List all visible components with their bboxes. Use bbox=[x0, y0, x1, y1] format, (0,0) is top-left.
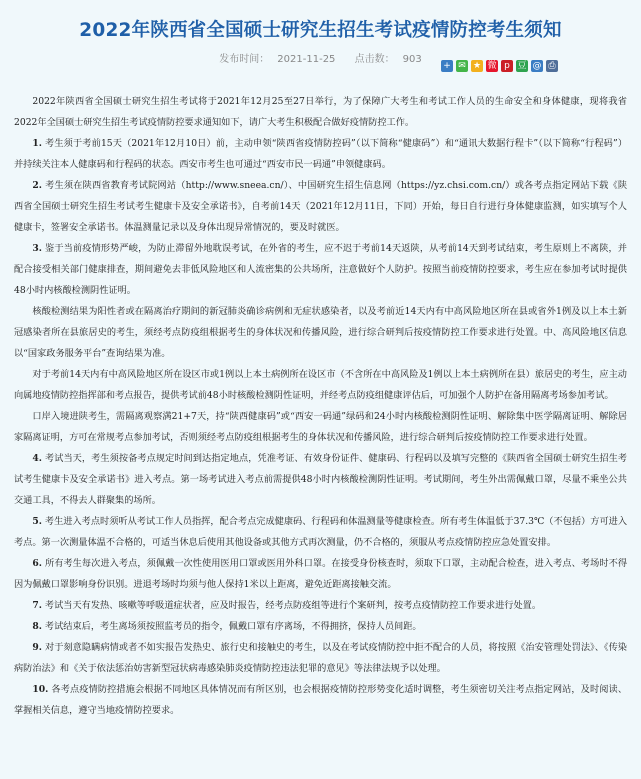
item-number: 3. bbox=[32, 243, 42, 254]
item-number: 9. bbox=[32, 642, 42, 653]
item-number: 8. bbox=[32, 621, 42, 632]
click-count: 903 bbox=[402, 54, 422, 65]
click-count-row bbox=[351, 54, 426, 65]
article-paragraph bbox=[14, 91, 627, 133]
article-paragraph bbox=[14, 637, 627, 679]
article-paragraph bbox=[14, 133, 627, 175]
paragraph-text: 口岸入境进陕考生，需隔离观察满21+7天，持“陕西健康码”或“西安一码通”绿码和24小时内核酸检测阴性证明、解除集中医学隔离证明、解除居家隔离证明，方可在常规考点参加考试，否则须经考点防疫组根据考生的身体状况和传播风险，进行综合研判后按疫情防控工作要求进行处置。 bbox=[14, 411, 627, 443]
article-paragraph bbox=[14, 448, 627, 511]
wechat-icon[interactable]: ✉ bbox=[456, 60, 468, 72]
paragraph-text: 所有考生每次进入考点，须佩戴一次性使用医用口罩或医用外科口罩。在接受身份核查时，须取下口罩，主动配合检查，进入考点、考场时不得因为佩戴口罩影响身份识别。进退考场时均须与他人保持1米以上距离，避免近距离接触交流。 bbox=[14, 558, 628, 590]
print-icon[interactable]: ⎙ bbox=[546, 60, 558, 72]
paragraph-text: 对于考前14天内有中高风险地区所在设区市或1例以上本土病例所在设区市（不含所在中高风险及1例以上本土病例所在县）旅居史的考生，应主动向属地疫情防控指挥部和考点报告，提供考试前48小时核酸检测阴性证明，并经考点防疫组健康评估后，可加强个人防护在备用隔离考场参加考试。 bbox=[14, 369, 627, 401]
article-title: 2022年陕西省全国硕士研究生招生考试疫情防控考生须知 bbox=[79, 20, 562, 41]
publish-date: 2021-11-25 bbox=[277, 54, 336, 65]
item-number: 10. bbox=[32, 684, 49, 695]
paragraph-text: 考试当天有发热、咳嗽等呼吸道症状者，应及时报告，经考点防疫组等进行个案研判，按考点疫情防控工作要求进行处置。 bbox=[44, 600, 542, 611]
share-toolbar bbox=[441, 60, 558, 72]
article-paragraph bbox=[14, 301, 627, 364]
article-paragraph bbox=[14, 616, 627, 637]
article-paragraph bbox=[14, 511, 627, 553]
email-icon[interactable]: @ bbox=[532, 61, 542, 71]
paragraph-text: 考生须于考前15天（2021年12月10日）前，主动申领“陕西省疫情防控码”（以下简称“健康码”）和“通讯大数据行程卡”（以下简称“行程码”）并持续关注本人健康码和行程码的状态。西安市考生也可通过“西安市民一码通”申领健康码。 bbox=[14, 138, 628, 170]
article-paragraph bbox=[14, 238, 627, 301]
paragraph-text: 考试结束后，考生离场须按照监考员的指令，佩戴口罩有序离场，不得拥挤，保持人员间距。 bbox=[44, 621, 422, 632]
paragraph-text: 2022年陕西省全国硕士研究生招生考试将于2021年12月25至27日举行，为了保障广大考生和考试工作人员的生命安全和身体健康，现将我省2022年全国硕士研究生招生考试疫情防控要求通知如下，请广大考生积极配合做好疫情防控工作。 bbox=[14, 96, 627, 128]
article-paragraph bbox=[14, 595, 627, 616]
item-number: 1. bbox=[32, 138, 42, 149]
paragraph-text: 鉴于当前疫情形势严峻，为防止滞留外地耽误考试，在外省的考生，应不迟于考前14天返陕，从考前14天到考试结束，考生原则上不离陕，并配合接受相关部门健康排查，期间避免去非低风险地区和人流密集的公共场所，注意做好个人防护。按照当前疫情防控要求，考生应在参加考试时提供48小时内核酸检测阴性证明。 bbox=[14, 243, 627, 296]
article-paragraph bbox=[14, 679, 627, 721]
article-paragraph bbox=[14, 175, 627, 238]
paragraph-text: 考试当天，考生须按备考点规定时间到达指定地点，凭准考证、有效身份证件、健康码、行程码以及填写完整的《陕西省全国硕士研究生招生考试考生健康卡及安全承诺书》进入考点。第一场考试进入考点前需提供48小时内核酸检测阴性证明。考试期间，考生外出需佩戴口罩，尽量不乘坐公共交通工具，不得去人群聚集的场所。 bbox=[14, 453, 628, 506]
paragraph-text: 考生须在陕西省教育考试院网站（http://www.sneea.cn/）、中国研究生招生信息网（https://yz.chsi.com.cn/）或各考点指定网站下载《陕西省全国硕士研究生招生考试考生健康卡及安全承诺书》，自考前14天（2021年12月11日，下同）开始，每日自行进行身体健康监测，如实填写个人健康卡，签署安全承诺书。体温测量记录以及身体出现异常情况的，要及时就医。 bbox=[14, 180, 628, 233]
item-number: 2. bbox=[32, 180, 42, 191]
weibo-icon[interactable]: 微 bbox=[487, 61, 497, 71]
article-paragraph bbox=[14, 406, 627, 448]
item-number: 6. bbox=[32, 558, 42, 569]
article-paragraph bbox=[14, 553, 627, 595]
qzone-icon[interactable]: ★ bbox=[472, 61, 482, 71]
pinterest-icon[interactable]: p bbox=[501, 60, 513, 72]
item-number: 4. bbox=[32, 453, 42, 464]
paragraph-text: 核酸检测结果为阳性者或在隔离治疗期间的新冠肺炎确诊病例和无症状感染者，以及考前近14天内有中高风险地区所在县或省外1例及以上本土新冠感染者所在县旅居史的考生，须经考点防疫组根据考生的身体状况和传播风险，进行综合研判后按疫情防控工作要求进行处置。中、高风险地区信息以“国家政务服务平台”查询结果为准。 bbox=[14, 306, 627, 359]
item-number: 5. bbox=[32, 516, 42, 527]
publish-label: 发布时间： bbox=[219, 54, 270, 65]
item-number: 7. bbox=[32, 600, 42, 611]
paragraph-text: 各考点疫情防控措施会根据不同地区具体情况而有所区别，也会根据疫情防控形势变化适时调整，考生须密切关注考点指定网站，及时阅读、掌握相关信息，遵守当地疫情防控要求。 bbox=[14, 684, 628, 716]
publish-date-row bbox=[215, 54, 342, 65]
douban-icon[interactable]: 豆 bbox=[517, 61, 527, 71]
paragraph-text: 考生进入考点时须听从考试工作人员指挥，配合考点完成健康码、行程码和体温测量等健康检查。所有考生体温低于37.3℃（不包括）方可进入考点。第一次测量体温不合格的，可适当休息后使用其他设备或其他方式再次测量，仍不合格的，须服从考点疫情防控应急处置安排。 bbox=[14, 516, 628, 548]
share-plus-icon[interactable]: + bbox=[441, 60, 453, 72]
paragraph-text: 对于刻意隐瞒病情或者不如实报告发热史、旅行史和接触史的考生，以及在考试疫情防控中拒不配合的人员，将按照《治安管理处罚法》、《传染病防治法》和《关于依法惩治妨害新型冠状病毒感染肺炎疫情防控违法犯罪的意见》等法律法规予以处理。 bbox=[14, 642, 627, 674]
clicks-label: 点击数： bbox=[354, 54, 395, 65]
article-paragraph bbox=[14, 364, 627, 406]
article-content bbox=[14, 91, 627, 721]
